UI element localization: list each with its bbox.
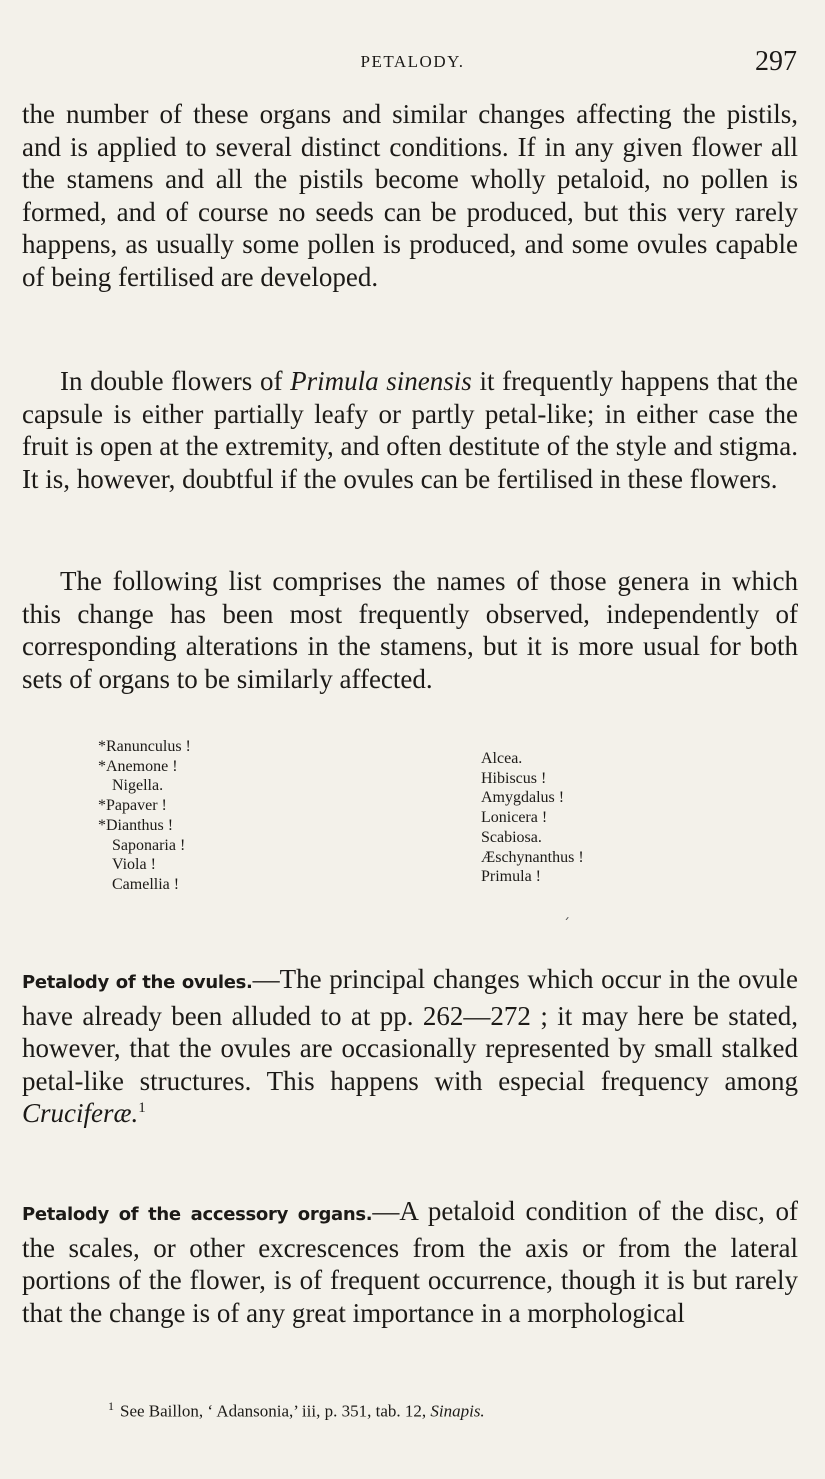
footnote-mark: 1 [108,1399,114,1413]
footnote-italic: Sinapis. [430,1401,485,1421]
genus-item: Scabiosa. [481,828,542,846]
section-text: —A petaloid condition of the disc, of the scales, or other excrescences from the axis or from the lateral portions of the flower, is of frequent occurrence, though it is but rarely that the change is of any great importance in a morphological [22,1196,798,1328]
footnote-text: See Baillon, ‘ Adansonia,’ iii, p. 351, tab. 12, [120,1401,431,1421]
genus-item: *Anemone ! [98,757,178,775]
section-text: —The principal changes which occur in the ovule have already been alluded to at pp. 262—272 ; it may here be stated, however, that the ovules are occasionally represented by small stalked petal-like structures. This happens with especial frequency among [22,964,798,1096]
running-head [0,46,825,86]
paragraph-primula [22,365,798,495]
genera-column-right [481,749,584,887]
section-heading: Petalody of the ovules. [22,972,253,993]
footnote [108,1399,808,1422]
genus-item: Nigella. [112,777,164,795]
species-name: Primula sinensis [290,366,472,396]
genus-item: Æschynanthus ! [481,848,584,866]
genus-item: Alcea. [481,750,523,767]
genera-column-left [98,737,191,895]
paragraph-text-start: In double flowers of [60,366,291,396]
genus-item: *Papaver ! [98,797,167,815]
genus-item: Primula ! [481,868,541,886]
section-heading: Petalody of the accessory organs. [22,1204,373,1225]
genus-item: Lonicera ! [481,809,548,827]
page-number: 297 [755,46,797,77]
paragraph-text: the number of these organs and similar changes affecting the pistils, and is applied to several distinct conditions. If in any given flower all the stamens and all the pistils become wholly petaloid, no pollen is formed, and of course no seeds can be produced, but this very rarely happens, as usually some pollen is produced, and some ovules capable of being fertilised are developed. [22,99,798,292]
genus-item: Saponaria ! [112,836,186,854]
family-name: Cruciferæ. [22,1098,139,1128]
paragraph-text [22,365,798,495]
paragraph-continued [22,98,798,293]
genus-item: *Dianthus ! [98,816,174,834]
genus-item: Camellia ! [112,875,180,893]
paragraph-text-end: it frequently happens that the capsule is either partially leafy or partly petal-like; in either case the fruit is open at the extremity, and often destitute of the style and stigma. It is, however, doubtful if the ovules can be fertilised in these flowers. [22,366,798,494]
genus-item: *Ranunculus ! [98,738,191,755]
footnote-reference[interactable]: 1 [138,1100,146,1116]
running-title: PETALODY. [360,52,465,71]
stray-mark: ˊ [563,917,570,933]
genus-item: Viola ! [112,856,156,874]
section-accessory-organs [22,1195,798,1329]
genera-list [0,737,825,937]
genus-item: Hibiscus ! [481,769,547,787]
paragraph-genera-intro [22,565,798,695]
paragraph-text [22,1195,798,1329]
paragraph-text [22,963,798,1130]
paragraph-text: The following list comprises the names of those genera in which this change has been most frequently observed, independently of corresponding alterations in the stamens, but it is more usual for both sets of organs to be similarly affected. [22,566,798,694]
genus-item: Amygdalus ! [481,789,565,807]
section-ovules [22,963,798,1130]
